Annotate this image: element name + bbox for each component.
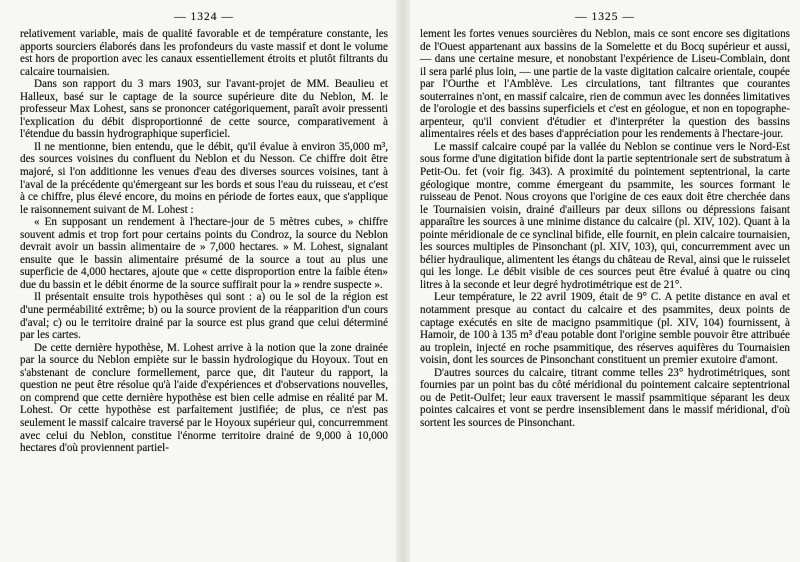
- right-page: [420, 6, 790, 558]
- book-gutter: [396, 0, 410, 562]
- left-paragraph-2: Dans son rapport du 3 mars 1903, sur l'avant-projet de MM. Beaulieu et Halleux, basé sur le captage de la source supérieure dite du Neblon, M. le professeur Max Lohest, sans se prononcer catégoriquement, paraît avoir pressenti l'explication du débit disproportionné de cette source, comparativement à l'étendue du bassin hydrographique superficiel.: [20, 78, 388, 141]
- left-paragraph-4: « En supposant un rendement à l'hectare-jour de 5 mètres cubes, » chiffre souvent admis et trop fort pour certains points du Condroz, la source du Neblon devrait avoir un bassin alimentaire de » 7,000 hectares. » M. Lohest, signalant ensuite que le bassin alimentaire présumé de la source a tout au plus une superficie de 4,000 hectares, ajoute que « cette disproportion entre la faible éten» due du bassin et le débit énorme de la source suffirait pour la » rendre suspecte ».: [20, 216, 388, 291]
- left-page-number: — 1324 —: [174, 11, 234, 23]
- right-paragraph-3: Leur température, le 22 avril 1909, était de 9° C. A petite distance en aval et notamment presque au contact du calcaire et des psammites, deux points de captage exécutés en site de macigno psammitique (pl. XIV, 104) fournissent, à Hamoir, de 100 à 135 m³ d'eau potable dont l'origine semble pouvoir être attribuée au troplein, injecté en roche psammitique, des réserves aquifères du Tournaisien voisin, dont les sources de Pinsonchant constituent un premier exutoire d'amont.: [420, 291, 790, 367]
- left-paragraph-1: relativement variable, mais de qualité favorable et de température constante, les apports sourciers élaborés dans les profondeurs du vaste massif et dont le volume est hors de proportion avec les canaux essentiellement étroits et plutôt filtrants du calcaire tournaisien.: [20, 28, 388, 78]
- left-paragraph-6: De cette dernière hypothèse, M. Lohest arrive à la notion que la zone drainée par la source du Neblon empiète sur le bassin hydrologique du Hoyoux. Tout en s'abstenant de conclure formellement, parce que, dit l'auteur du rapport, la question ne peut être résolue qu'à l'aide d'expériences et d'observations nouvelles, on comprend que cette dernière hypothèse est bien celle admise en réalité par M. Lohest. Or cette hypothèse est parfaitement justifiée; de plus, ce n'est pas seulement le massif calcaire traversé par le Hoyoux supérieur qui, concurremment avec celui du Neblon, constitue l'énorme territoire drainé de 9,000 à 10,000 hectares d'où proviennent partiel-: [20, 341, 388, 455]
- right-paragraph-2: Le massif calcaire coupé par la vallée du Neblon se continue vers le Nord-Est sous forme d'une digitation bifide dont la partie septentrionale sert de substratum à Petit-Ou. fet (voir fig. 343). A proximité du pointement septentrional, la carte géologique montre, comme émergeant du psammite, les sources formant le ruisseau de Penot. Nous croyons que l'origine de ces eaux doit être cherchée dans le Tournaisien voisin, drainé d'ailleurs par deux sillons ou dépressions faisant apparaître les sources à une minime distance du calcaire (pl. XIV, 102). Quant à la pointe méridionale de ce synclinal bifide, elle fournit, en plein calcaire tournaisien, les sources multiples de Pinsonchant (pl. XIV, 103), qui, concurremment avec un bélier hydraulique, alimentent les étangs du château de Reval, ainsi que le ruisselet qui les longe. Le débit visible de ces sources peut être évalué à quatre ou cinq litres à la seconde et leur degré hydrotimétrique est de 21°.: [420, 140, 790, 291]
- left-paragraph-5: Il présentait ensuite trois hypothèses qui sont : a) ou le sol de la région est d'une perméabilité extrême; b) ou la source provient de la réapparition d'un cours d'aval; c) ou le territoire drainé par la source est plus grand que celui déterminé par les cartes.: [20, 291, 388, 342]
- right-paragraph-1: lement les fortes venues sourcières du Neblon, mais ce sont encore ses digitations de l'Ouest appartenant aux bassins de la Somelette et du Bocq supérieur et aussi, — dans une certaine mesure, et nonobstant l'expérience de Liseu-Comblain, dont il sera parlé plus loin, — une partie de la vaste digitation calcaire orientale, coupée par l'Ourthe et l'Amblève. Les circulations, tant filtrantes que courantes souterraines n'ont, en massif calcaire, rien de commun avec les données limitatives de l'orologie et des bassins superficiels et c'est en géologue, et non en topographe-arpenteur, qu'il convient d'étudier et d'interpréter la question des bassins alimentaires réels et des bases d'appréciation pour les rendements à l'hectare-jour.: [420, 28, 790, 141]
- right-page-number: — 1325 —: [575, 11, 635, 23]
- left-page: [20, 6, 388, 558]
- right-paragraph-4: D'autres sources du calcaire, titrant comme telles 23° hydrotimétriques, sont fournies par un point bas du côté méridional du pointement calcaire septentrional ou de Petit-Oulfet; leur eaux traversent le massif psammitique séparant les deux pointes calcaires et vont se perdre insensiblement dans le massif méridional, d'où sortent les sources de Pinsonchant.: [420, 366, 790, 429]
- left-paragraph-3: Il ne mentionne, bien entendu, que le débit, qu'il évalue à environ 35,000 m³, des sources voisines du confluent du Neblon et du Nesson. Ce chiffre doit être majoré, si l'on additionne les venues d'eau des diverses sources voisines, tant à l'aval de la précédente qu'émergeant sur les bords et sous l'eau du ruisseau, et c'est à ce chiffre, plus élevé encore, du moins en période de fortes eaux, que s'applique le raisonnement suivant de M. Lohest :: [20, 140, 388, 216]
